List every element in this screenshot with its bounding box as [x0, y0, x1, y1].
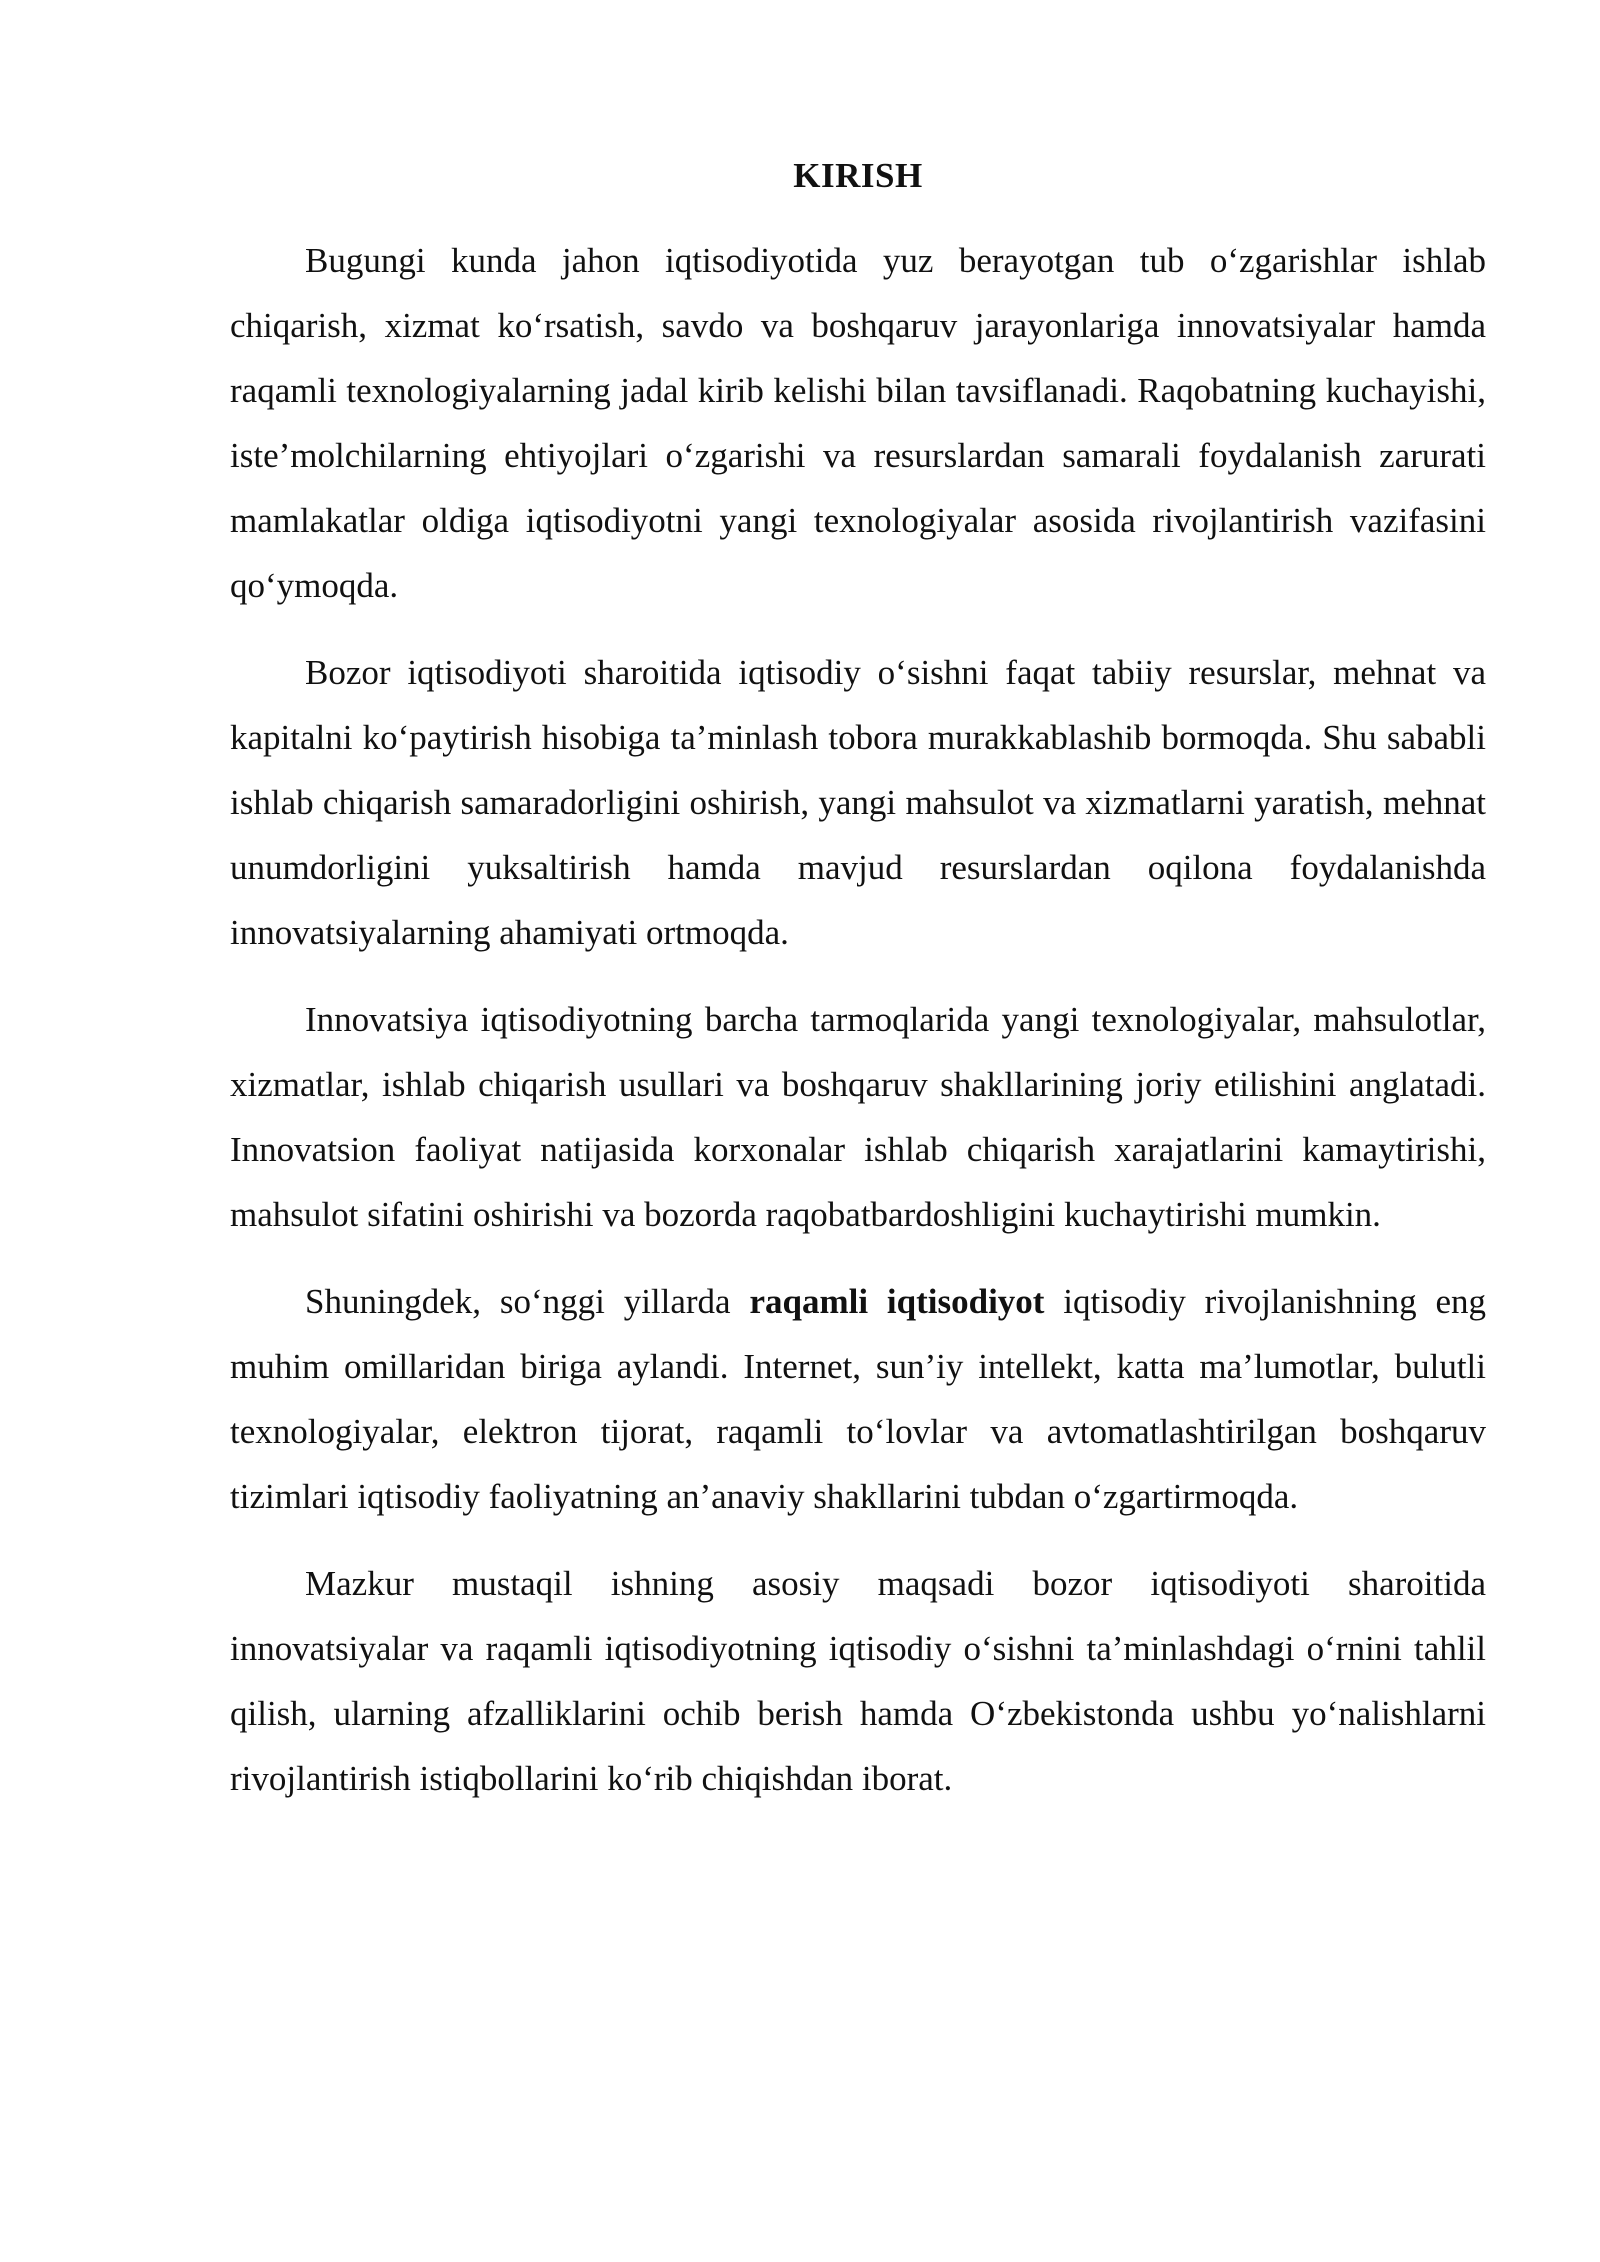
paragraph-4-lead: Shuningdek, so‘nggi yillarda — [305, 1282, 750, 1321]
document-body — [230, 148, 1486, 1833]
paragraph-4-rest: iqtisodiy rivojlanishning eng muhim omillaridan biriga aylandi. Internet, sun’iy intellekt, katta ma’lumotlar, bulutli texnologiyalar, elektron tijorat, raqamli to‘lovlar va avtomatlashtirilgan boshqaruv tizimlari iqtisodiy faoliyatning an’anaviy shakllarini tubdan o‘zgartirmoqda. — [230, 1282, 1487, 1516]
section-title: KIRISH — [793, 156, 923, 195]
paragraph-5: Mazkur mustaqil ishning asosiy maqsadi bozor iqtisodiyoti sharoitida innovatsiyalar va raqamli iqtisodiyotning iqtisodiy o‘sishni ta’minlashdagi o‘rnini tahlil qilish, ularning afzalliklarini ochib berish hamda O‘zbekistonda ushbu yo‘nalishlarni rivojlantirish istiqbollarini ko‘rib chiqishdan iborat. — [230, 1564, 1486, 1798]
paragraph-4 — [230, 1269, 1486, 1529]
paragraph-1: Bugungi kunda jahon iqtisodiyotida yuz berayotgan tub o‘zgarishlar ishlab chiqarish, xizmat ko‘rsatish, savdo va boshqaruv jarayonlariga innovatsiyalar hamda raqamli texnologiyalarning jadal kirib kelishi bilan tavsiflanadi. Raqobatning kuchayishi, iste’molchilarning ehtiyojlari o‘zgarishi va resurslardan samarali foydalanish zarurati mamlakatlar oldiga iqtisodiyotni yangi texnologiyalar asosida rivojlantirish vazifasini qo‘ymoqda. — [230, 241, 1486, 605]
paragraph-4-bold-term: raqamli iqtisodiyot — [749, 1282, 1045, 1321]
paragraph-3: Innovatsiya iqtisodiyotning barcha tarmoqlarida yangi texnologiyalar, mahsulotlar, xizmatlar, ishlab chiqarish usullari va boshqaruv shakllarining joriy etilishini anglatadi. Innovatsion faoliyat natijasida korxonalar ishlab chiqarish xarajatlarini kamaytirishi, mahsulot sifatini oshirishi va bozorda raqobatbardoshligini kuchaytirishi mumkin. — [230, 1000, 1486, 1234]
paragraph-2: Bozor iqtisodiyoti sharoitida iqtisodiy o‘sishni faqat tabiiy resurslar, mehnat va kapitalni ko‘paytirish hisobiga ta’minlash tobora murakkablashib bormoqda. Shu sababli ishlab chiqarish samaradorligini oshirish, yangi mahsulot va xizmatlarni yaratish, mehnat unumdorligini yuksaltirish hamda mavjud resurslardan oqilona foydalanishda innovatsiyalarning ahamiyati ortmoqda. — [230, 653, 1486, 952]
